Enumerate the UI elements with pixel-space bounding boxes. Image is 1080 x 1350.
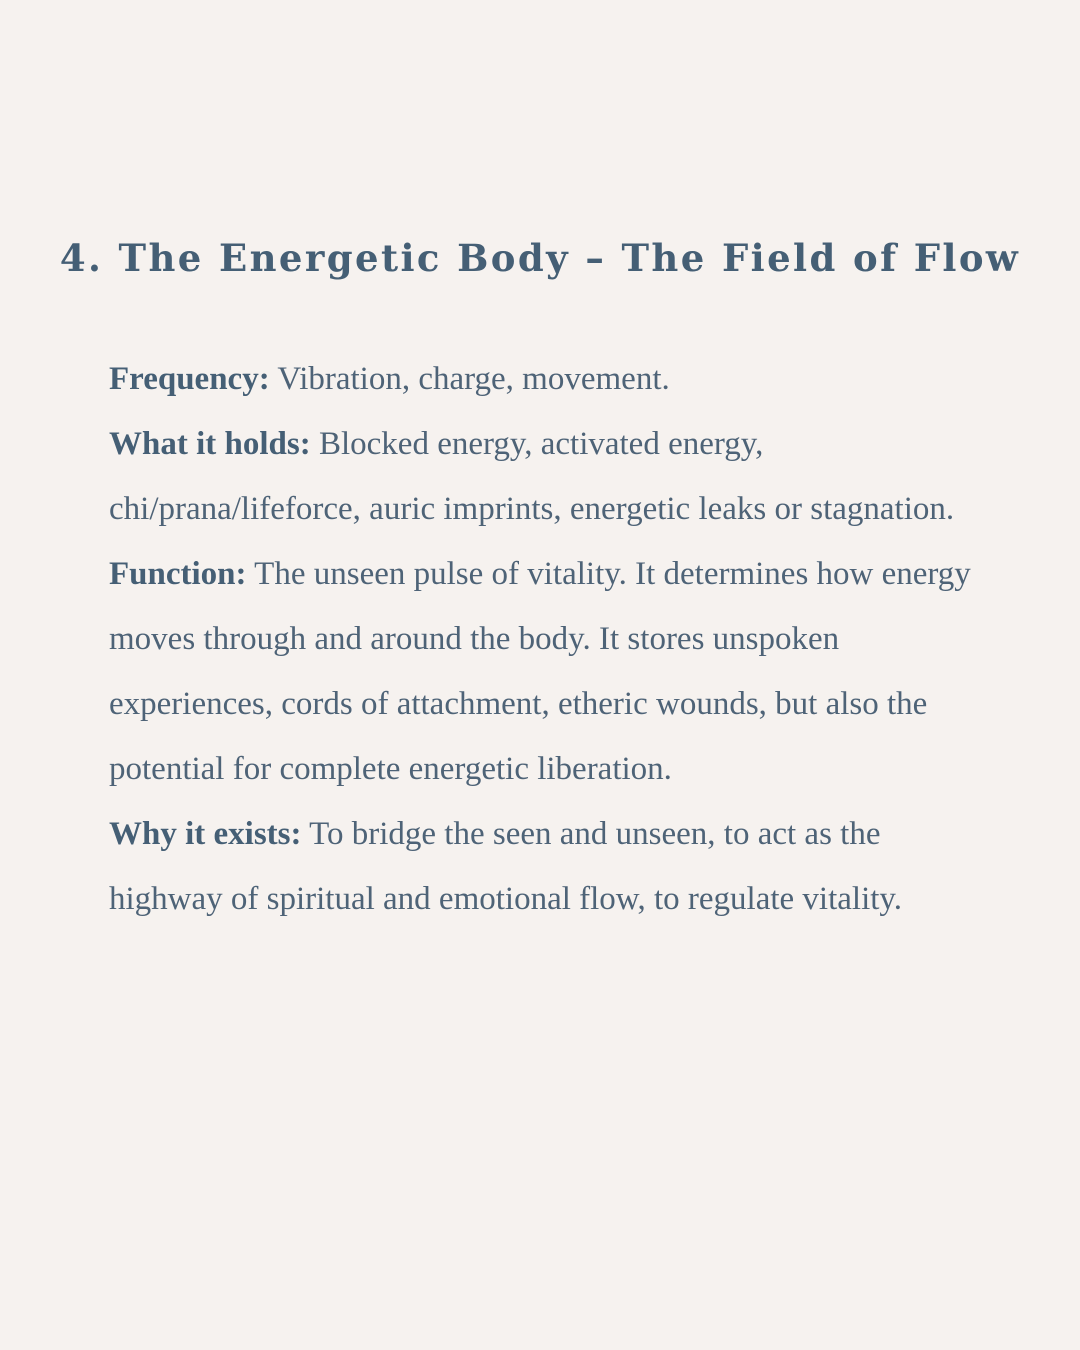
section-label: What it holds:	[109, 426, 311, 462]
section-text: Blocked energy, activated energy, chi/prana/lifeforce, auric imprints, energetic leaks or stagnation.	[109, 426, 955, 527]
section-label: Function:	[109, 556, 247, 592]
section-what-it-holds	[109, 412, 989, 542]
page-title: 4. The Energetic Body – The Field of Flow	[59, 236, 1021, 280]
section-label: Why it exists:	[109, 816, 302, 852]
section-text: To bridge the seen and unseen, to act as the highway of spiritual and emotional flow, to regulate vitality.	[109, 816, 903, 917]
section-label: Frequency:	[109, 361, 270, 397]
section-function	[109, 542, 989, 802]
document-body	[109, 347, 989, 932]
section-text: Vibration, charge, movement.	[269, 361, 670, 397]
section-text: The unseen pulse of vitality. It determines how energy moves through and around the body. It stores unspoken experiences, cords of attachment, etheric wounds, but also the potential for complete energetic liberation.	[109, 556, 971, 787]
section-frequency	[109, 347, 989, 412]
section-why-it-exists	[109, 802, 989, 932]
